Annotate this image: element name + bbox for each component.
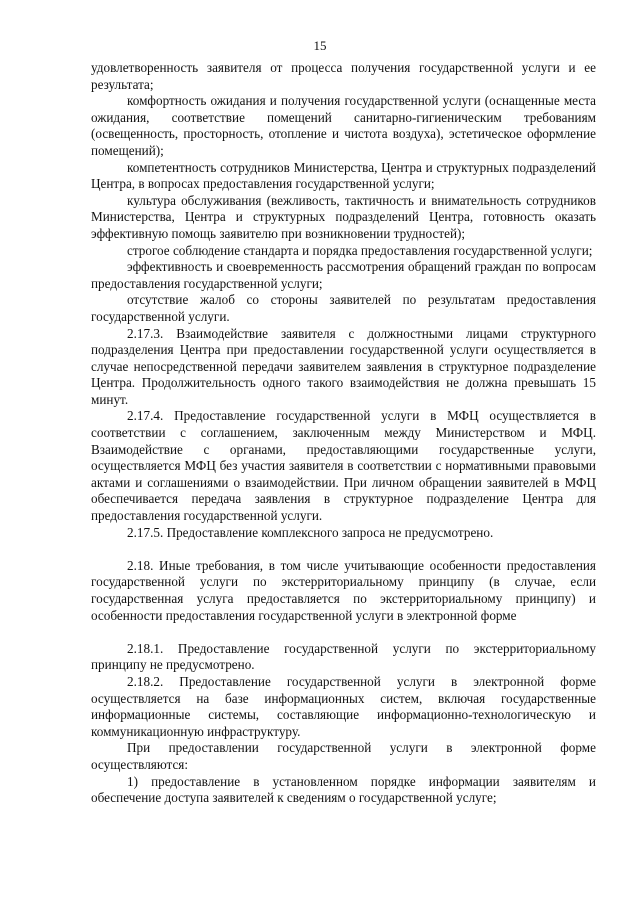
document-body — [91, 60, 596, 807]
paragraph: комфортность ожидания и получения государственной услуги (оснащенные места ожидания, соответствие помещений санитарно-гигиеническим требованиям (освещенность, просторность, отопление и чистота воздуха), эстетическое оформление помещений); — [91, 93, 596, 158]
paragraph: 2.17.5. Предоставление комплексного запроса не предусмотрено. — [127, 524, 494, 540]
paragraph: удовлетворенность заявителя от процесса получения государственной услуги и ее результата; — [91, 60, 596, 92]
page-number: 15 — [313, 38, 327, 53]
paragraph: 2.18.1. Предоставление государственной услуги по экстерриториальному принципу не предусмотрено. — [91, 640, 596, 673]
paragraph: строгое соблюдение стандарта и порядка предоставления государственной услуги; — [127, 242, 593, 258]
paragraph: компетентность сотрудников Министерства, Центра и структурных подразделений Центра, в вопросах предоставления государственной услуги; — [91, 159, 596, 192]
paragraph: 2.17.3. Взаимодействие заявителя с должностными лицами структурного подразделения Центра при предоставлении государственной услуги осуществляется в случае непосредственной передачи заявителем заявления в структурное подразделение Центра. Продолжительность одного такого взаимодействия не должна превышать 15 минут. — [91, 325, 596, 407]
paragraph: 2.17.4. Предоставление государственной услуги в МФЦ осуществляется в соответствии с соглашением, заключенным между Министерством и МФЦ. Взаимодействие с органами, предоставляющими государственные услуги, осуществляется МФЦ без участия заявителя в соответствии с нормативными правовыми актами и соглашениями о взаимодействии. При личном обращении заявителей в МФЦ обеспечивается передача заявления в структурное подразделение Центра для предоставления государственной услуги. — [91, 408, 596, 524]
paragraph: При предоставлении государственной услуги в электронной форме осуществляются: — [91, 740, 596, 772]
paragraph: эффективность и своевременность рассмотрения обращений граждан по вопросам предоставления государственной услуги; — [91, 259, 596, 291]
paragraph: 2.18.2. Предоставление государственной услуги в электронной форме осуществляется на базе информационных систем, включая государственные информационные системы, составляющие информационно-технологическую и коммуникационную инфраструктуру. — [91, 673, 596, 739]
paragraph: культура обслуживания (вежливость, тактичность и внимательность сотрудников Министерства, Центра и структурных подразделений Центра, готовность оказать эффективную помощь заявителю при возникновении трудностей); — [91, 192, 596, 241]
section-heading-paragraph: 2.18. Иные требования, в том числе учитывающие особенности предоставления государственной услуги по экстерриториальному принципу (в случае, если государственная услуга предоставляется по экстерриториальному принципу) и особенности предоставления государственной услуги в электронной форме — [91, 557, 596, 623]
list-item: 1) предоставление в установленном порядке информации заявителям и обеспечение доступа заявителей к сведениям о государственной услуге; — [91, 773, 596, 806]
paragraph: отсутствие жалоб со стороны заявителей по результатам предоставления государственной услуги. — [91, 292, 596, 324]
